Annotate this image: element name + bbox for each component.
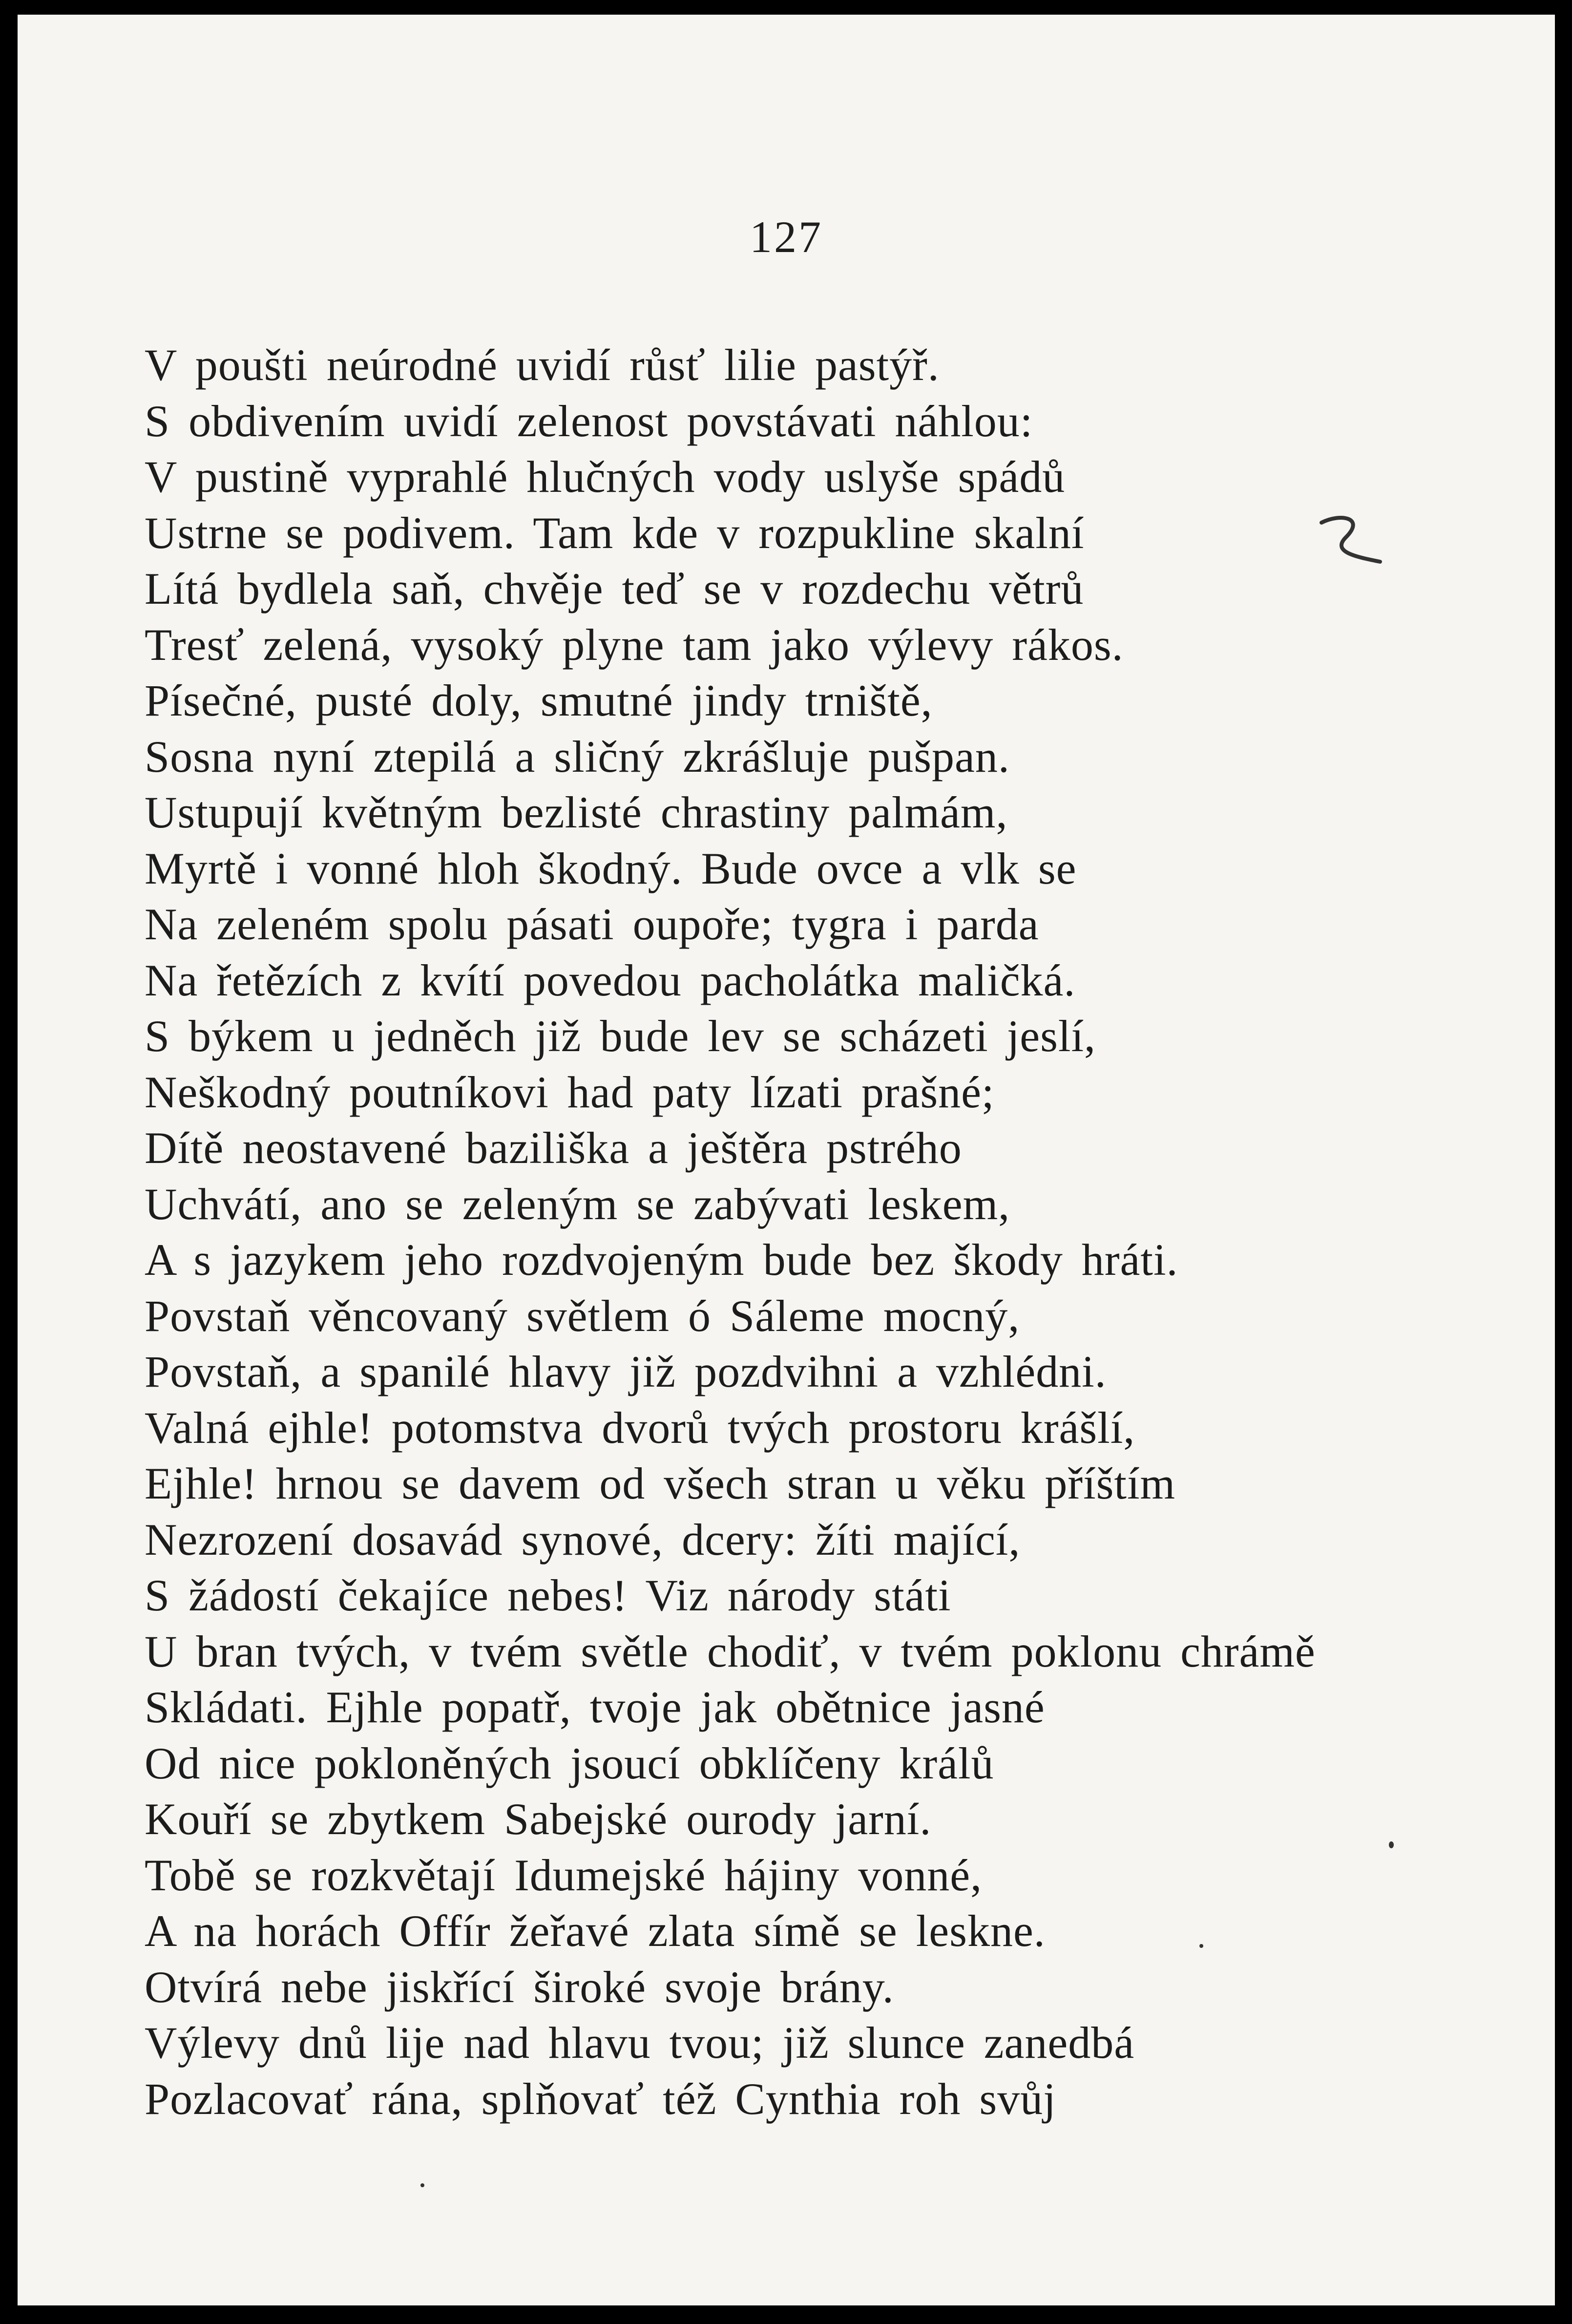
page-speck [1389, 1841, 1394, 1848]
poem-line: Nezrození dosavád synové, dcery: žíti mající, [145, 1514, 1021, 1564]
page-speck [420, 2183, 424, 2187]
poem-text [145, 337, 1512, 2127]
poem-line: Ejhle! hrnou se davem od všech stran u věku příštím [145, 1458, 1176, 1508]
poem-line: S žádostí čekajíce nebes! Viz národy státi [145, 1570, 951, 1620]
poem-line: A s jazykem jeho rozdvojeným bude bez škody hráti. [145, 1235, 1178, 1285]
poem-line: V poušti neúrodné uvidí růsť lilie pastýř. [145, 340, 940, 390]
poem-line: Uchvátí, ano se zeleným se zabývati leskem, [145, 1179, 1010, 1229]
poem-line: Valná ejhle! potomstva dvorů tvých prostoru krášlí, [145, 1402, 1135, 1453]
poem-line: A na horách Offír žeřavé zlata símě se leskne. [145, 1906, 1046, 1956]
poem-line: Lítá bydlela saň, chvěje teď se v rozdechu větrů [145, 564, 1084, 613]
poem-line: Písečné, pusté doly, smutné jindy trniště, [145, 676, 933, 725]
poem-line: Na zeleném spolu pásati oupoře; tygra i parda [145, 899, 1039, 949]
page-speck [1199, 1944, 1203, 1948]
poem-line: Tresť zelená, vysoký plyne tam jako výlevy rákos. [145, 619, 1124, 670]
poem-line: Kouří se zbytkem Sabejské ourody jarní. [145, 1794, 932, 1844]
poem-line: Povstaň věncovaný světlem ó Sáleme mocný, [145, 1290, 1020, 1341]
poem-line: Sosna nyní ztepilá a sličný zkrášluje pušpan. [145, 731, 1010, 782]
poem-line: Od nice pokloněných jsoucí obklíčeny králů [145, 1738, 994, 1788]
handwritten-margin-mark [1312, 503, 1390, 581]
page-number: 127 [750, 212, 823, 262]
poem-line: Tobě se rozkvětají Idumejské hájiny vonné, [145, 1850, 983, 1900]
poem-line: Výlevy dnů lije nad hlavu tvou; již slunce zanedbá [145, 2018, 1135, 2068]
poem-line: U bran tvých, v tvém světle chodiť, v tvém poklonu chrámě [145, 1626, 1316, 1676]
poem-line: Na řetězích z kvítí povedou pacholátka maličká. [145, 955, 1076, 1005]
poem-line: S býkem u jedněch již bude lev se scházeti jeslí, [145, 1011, 1096, 1061]
poem-line: Myrtě i vonné hloh škodný. Bude ovce a vlk se [145, 843, 1077, 893]
book-page [18, 15, 1555, 2305]
poem-line: Ustupují květným bezlisté chrastiny palmám, [145, 787, 1008, 837]
poem-line: V pustině vyprahlé hlučných vody uslyše spádů [145, 452, 1066, 502]
poem-line: Otvírá nebe jiskřící široké svoje brány. [145, 1962, 894, 2012]
poem-line: Povstaň, a spanilé hlavy již pozdvihni a vzhlédni. [145, 1347, 1107, 1396]
poem-line: Neškodný poutníkovi had paty lízati prašné; [145, 1067, 995, 1117]
poem-line: Pozlacovať rána, splňovať též Cynthia roh svůj [145, 2073, 1056, 2124]
poem-line: Ustrne se podivem. Tam kde v rozpukline skalní [145, 507, 1085, 558]
poem-line: S obdivením uvidí zelenost povstávati náhlou: [145, 396, 1033, 446]
poem-line: Dítě neostavené baziliška a ještěra pstrého [145, 1123, 962, 1173]
poem-line: Skládati. Ejhle popatř, tvoje jak obětnice jasné [145, 1682, 1045, 1732]
